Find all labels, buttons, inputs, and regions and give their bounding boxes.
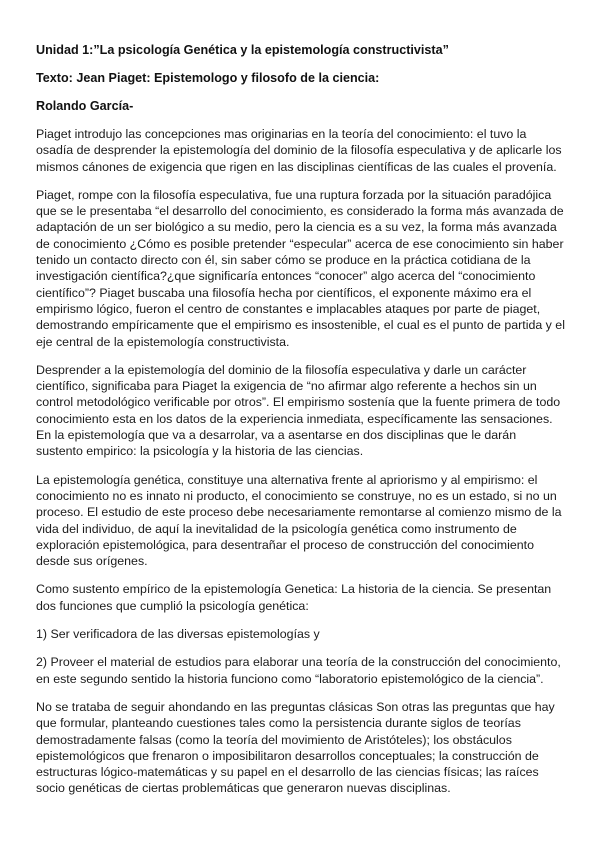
paragraph-3: Desprender a la epistemología del dominio de la filosofía especulativa y darle un carácter científico, significaba para Piaget la exigencia de “no afirmar algo referente a hechos sin un control metodológico verificable por otros”. El empirismo sostenía que la fuente primera de todo conocimiento esta en los datos de la experiencia inmediata, específicamente las sensaciones. En la epistemología que va a desarrolar, va a asentarse en dos disciplinas que le darán sustento empirico: la psicología y la historia de las ciencias. [36, 362, 561, 459]
text-label: Texto: Jean Piaget: Epistemologo y filosofo de la ciencia: [36, 71, 380, 85]
paragraph-6: No se trataba de seguir ahondando en las preguntas clásicas Son otras las preguntas que hay que formular, planteando cuestiones tales como la persistencia durante siglos de teorías demostradamente falsas (como la teoría del movimiento de Aristóteles); los obstáculos epistemológicos que frenaron o imposibilitaron desarrollos conceptuales; la construcción de estructuras lógico-matemáticas y su papel en el desarrollo de las ciencias físicas; las raíces socio genéticas de ciertas problemáticas que generaron nuevas disciplinas. [36, 699, 555, 796]
list-item-1: 1) Ser verificadora de las diversas epistemologías y [36, 627, 320, 642]
paragraph-1: Piaget introdujo las concepciones mas originarias en la teoría del conocimiento: el tuvo la osadía de desprender la epistemología del dominio de la filosofía especulativa y de aplicarle los mismos cánones de exigencia que rigen en las disciplinas científicas de las cuales el provenía. [36, 127, 562, 174]
unit-title: Unidad 1:”La psicología Genética y la epistemología constructivista” [36, 43, 449, 57]
author-name: Rolando García- [36, 99, 134, 113]
list-item-2: 2) Proveer el material de estudios para elaborar una teoría de la construcción del conocimiento, en este segundo sentido la historia funciono como “laboratorio epistemológico de la ciencia”. [36, 655, 561, 686]
document-page [36, 42, 566, 809]
paragraph-2: Piaget, rompe con la filosofía especulativa, fue una ruptura forzada por la situación paradójica que se le presentaba “el desarrollo del conocimiento, es considerado la forma más avanzada de adaptación de un ser biológico a su medio, pero la ciencia es a su vez, la forma más avanzada de conocimiento ¿Cómo es posible pretender “especular” acerca de ese conocimiento sin haber tenido un contacto directo con él, sin saber cómo se produce en la práctica cotidiana de la investigación científica?¿que significaría entonces “conocer” algo acerca del “conocimiento científico”? Piaget buscaba una filosofía hecha por científicos, el exponente máximo era el empirismo lógico, fueron el centro de constantes e implacables ataques por parte de piaget, demostrando empíricamente que el empirismo es insostenible, el cual es el punto de partida y el eje central de la epistemología constructivista. [36, 187, 565, 349]
paragraph-4: La epistemología genética, constituye una alternativa frente al apriorismo y al empirismo: el conocimiento no es innato ni producto, el conocimiento se construye, no es un estado, si no un proceso. El estudio de este proceso debe necesariamente remontarse al comienzo mismo de la vida del individuo, de aquí la inevitalidad de la psicología genética como instrumento de exploración epistemológica, para desentrañar el proceso de construcción del conocimiento desde sus orígenes. [36, 472, 562, 569]
paragraph-5: Como sustento empírico de la epistemología Genetica: La historia de la ciencia. Se presentan dos funciones que cumplió la psicología genética: [36, 582, 552, 613]
